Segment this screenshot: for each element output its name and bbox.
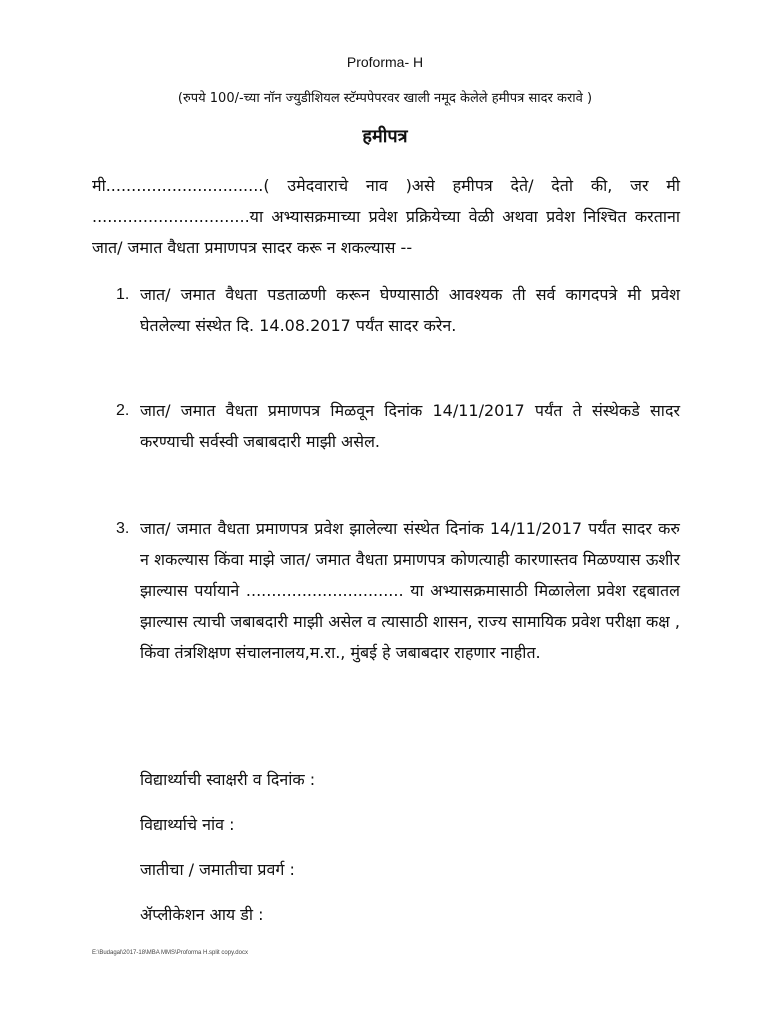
student-name-field: विद्यार्थ्याचे नांव : xyxy=(140,815,235,834)
signature-date-field: विद्यार्थ्याची स्वाक्षरी व दिनांक : xyxy=(140,770,316,789)
application-id-field: ॲप्लीकेशन आय डी : xyxy=(140,905,264,924)
stamp-paper-instruction: (रुपये 100/-च्या नॉन ज्युडीशियल स्टॅम्पपेपरवर खाली नमूद केलेले हमीपत्र सादर करावे ) xyxy=(177,91,593,106)
list-item-number: 2. xyxy=(116,402,130,419)
proforma-label: Proforma- H xyxy=(346,54,424,70)
caste-category-field: जातीचा / जमातीचा प्रवर्ग : xyxy=(140,860,295,879)
list-item-text: जात/ जमात वैधता प्रमाणपत्र मिळवून दिनांक 14/11/2017 पर्यंत ते संस्थेकडे सादर करण्याची सर्वस्वी जबाबदारी माझी असेल. xyxy=(140,401,680,451)
document-title: हमीपत्र xyxy=(362,126,408,147)
list-item xyxy=(116,395,680,457)
footer-file-path: E:\Budagal\2017-18\MBA MMS\Proforma H.split copy.docx xyxy=(92,950,248,956)
list-item xyxy=(116,513,680,668)
list-item-number: 1. xyxy=(116,286,130,303)
intro-paragraph: मी...............................( उमेदवाराचे नाव )असे हमीपत्र देते/ देतो की, जर मी ...............................या अभ्यासक्रमाच्या प्रवेश प्रक्रियेच्या वेळी अथवा प्रवेश निश्चित करताना जात/ जमात वैधता प्रमाणपत्र सादर करू न शकल्यास -- xyxy=(92,176,680,257)
list-item xyxy=(116,279,680,341)
list-item-text: जात/ जमात वैधता पडताळणी करून घेण्यासाठी आवश्यक ती सर्व कागदपत्रे मी प्रवेश घेतलेल्या संस्थेत दि. 14.08.2017 पर्यंत सादर करेन. xyxy=(140,285,680,335)
list-item-text: जात/ जमात वैधता प्रमाणपत्र प्रवेश झालेल्या संस्थेत दिनांक 14/11/2017 पर्यंत सादर करु न शकल्यास किंवा माझे जात/ जमात वैधता प्रमाणपत्र कोणत्याही कारणास्तव मिळण्यास ऊशीर झाल्यास पर्यायाने ............................... या अभ्यासक्रमासाठी मिळालेला प्रवेश रद्दबातल झाल्यास त्याची जबाबदारी माझी असेल व त्यासाठी शासन, राज्य सामायिक प्रवेश परीक्षा कक्ष , किंवा तंत्रशिक्षण संचालनालय,म.रा., मुंबई हे जबाबदार राहणार नाहीत. xyxy=(140,519,680,662)
list-item-number: 3. xyxy=(116,520,130,537)
